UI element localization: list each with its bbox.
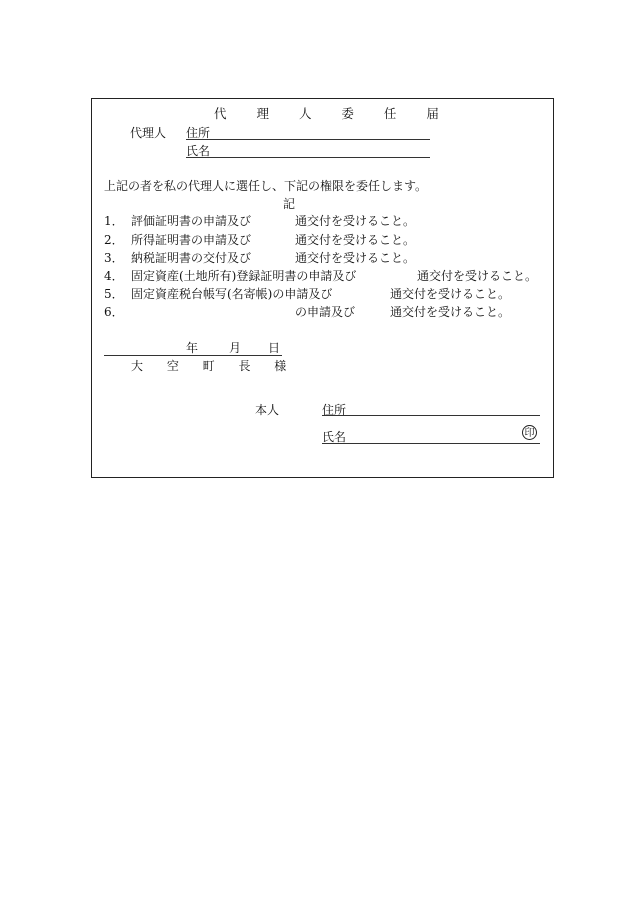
item-2-suffix: 通交付を受けること。	[295, 233, 416, 247]
form-title: 代 理 人 委 任 届	[214, 106, 452, 121]
principal-name-field[interactable]	[322, 443, 540, 444]
principal-address-field[interactable]	[322, 415, 540, 416]
item-6-number: 6．	[104, 305, 124, 319]
date-month: 月	[229, 341, 242, 355]
item-2-number: 2．	[104, 233, 124, 247]
addressee: 大 空 町 長 様	[131, 359, 297, 373]
agent-name-label: 氏名	[186, 144, 211, 158]
item-3-number: 3．	[104, 251, 124, 265]
item-1-suffix: 通交付を受けること。	[295, 214, 416, 228]
item-3-suffix: 通交付を受けること。	[295, 251, 416, 265]
principal-address-label: 住所	[322, 403, 347, 417]
date-year: 年	[186, 341, 199, 355]
item-4-number: 4．	[104, 269, 124, 283]
seal-mark: 印	[522, 425, 537, 440]
item-4-text: 固定資産(土地所有)登録証明書の申請及び	[131, 269, 357, 283]
agent-label: 代理人	[130, 126, 167, 140]
item-6-text: の申請及び	[295, 305, 356, 319]
delegation-statement: 上記の者を私の代理人に選任し、下記の権限を委任します。	[104, 179, 428, 193]
date-field[interactable]	[104, 355, 282, 356]
agent-address-label: 住所	[186, 126, 211, 140]
item-5-number: 5．	[104, 287, 124, 301]
agent-name-field[interactable]	[186, 157, 430, 158]
date-day: 日	[268, 341, 281, 355]
item-2-text: 所得証明書の申請及び	[131, 233, 252, 247]
item-1-number: 1．	[104, 214, 124, 228]
ki-heading: 記	[283, 197, 296, 211]
item-4-suffix: 通交付を受けること。	[417, 269, 538, 283]
item-5-suffix: 通交付を受けること。	[390, 287, 511, 301]
item-3-text: 納税証明書の交付及び	[131, 251, 252, 265]
item-1-text: 評価証明書の申請及び	[131, 214, 252, 228]
agent-address-field[interactable]	[186, 139, 430, 140]
item-6-suffix: 通交付を受けること。	[390, 305, 511, 319]
item-5-text: 固定資産税台帳写(名寄帳)の申請及び	[131, 287, 333, 301]
principal-label: 本人	[255, 403, 280, 417]
principal-name-label: 氏名	[322, 430, 347, 444]
